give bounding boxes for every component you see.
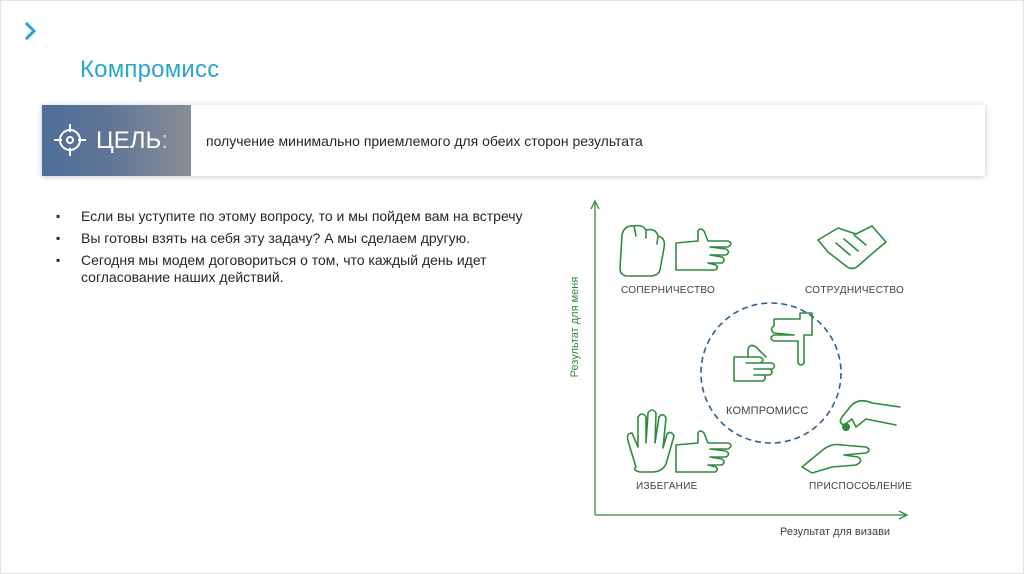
slide-title: Компромисс bbox=[80, 56, 220, 83]
bullet-list bbox=[56, 208, 526, 291]
raised-palm-icon bbox=[628, 410, 675, 472]
y-axis-label: Результат для меня bbox=[569, 276, 581, 378]
target-icon bbox=[52, 122, 88, 158]
bullet-item: ▪ Сегодня мы модем договориться о том, что каждый день идет согласование наших действий. bbox=[56, 252, 487, 285]
goal-label: ЦЕЛЬ: bbox=[96, 127, 168, 154]
goal-text: получение минимально приемлемого для обеих сторон результата bbox=[206, 133, 643, 149]
category-label: ПРИСПОСОБЛЕНИЕ bbox=[809, 481, 913, 492]
category-label: ИЗБЕГАНИЕ bbox=[636, 481, 698, 492]
center-label: КОМПРОМИСС bbox=[726, 405, 809, 417]
conflict-strategy-diagram bbox=[560, 195, 930, 547]
open-hand-icon bbox=[676, 431, 731, 472]
receiving-hand-icon bbox=[802, 445, 869, 474]
goal-badge bbox=[42, 105, 191, 176]
open-hand-icon bbox=[676, 229, 731, 270]
x-axis-label: Результат для визави bbox=[780, 526, 891, 538]
goal-bar bbox=[42, 105, 985, 176]
chevron-right-icon[interactable] bbox=[22, 20, 40, 42]
bullet-item: ▪ Вы готовы взять на себя эту задачу? А мы сделаем другую. bbox=[56, 230, 471, 246]
fist-icon bbox=[620, 226, 664, 277]
bullet-item: ▪ Если вы уступите по этому вопросу, то и мы пойдем вам на встречу bbox=[56, 208, 523, 224]
category-label: СОТРУДНИЧЕСТВО bbox=[805, 285, 905, 296]
giving-hand-icon bbox=[840, 401, 900, 431]
pointing-hands-icon bbox=[734, 313, 812, 381]
handshake-icon bbox=[818, 226, 886, 269]
category-label: СОПЕРНИЧЕСТВО bbox=[621, 285, 716, 296]
